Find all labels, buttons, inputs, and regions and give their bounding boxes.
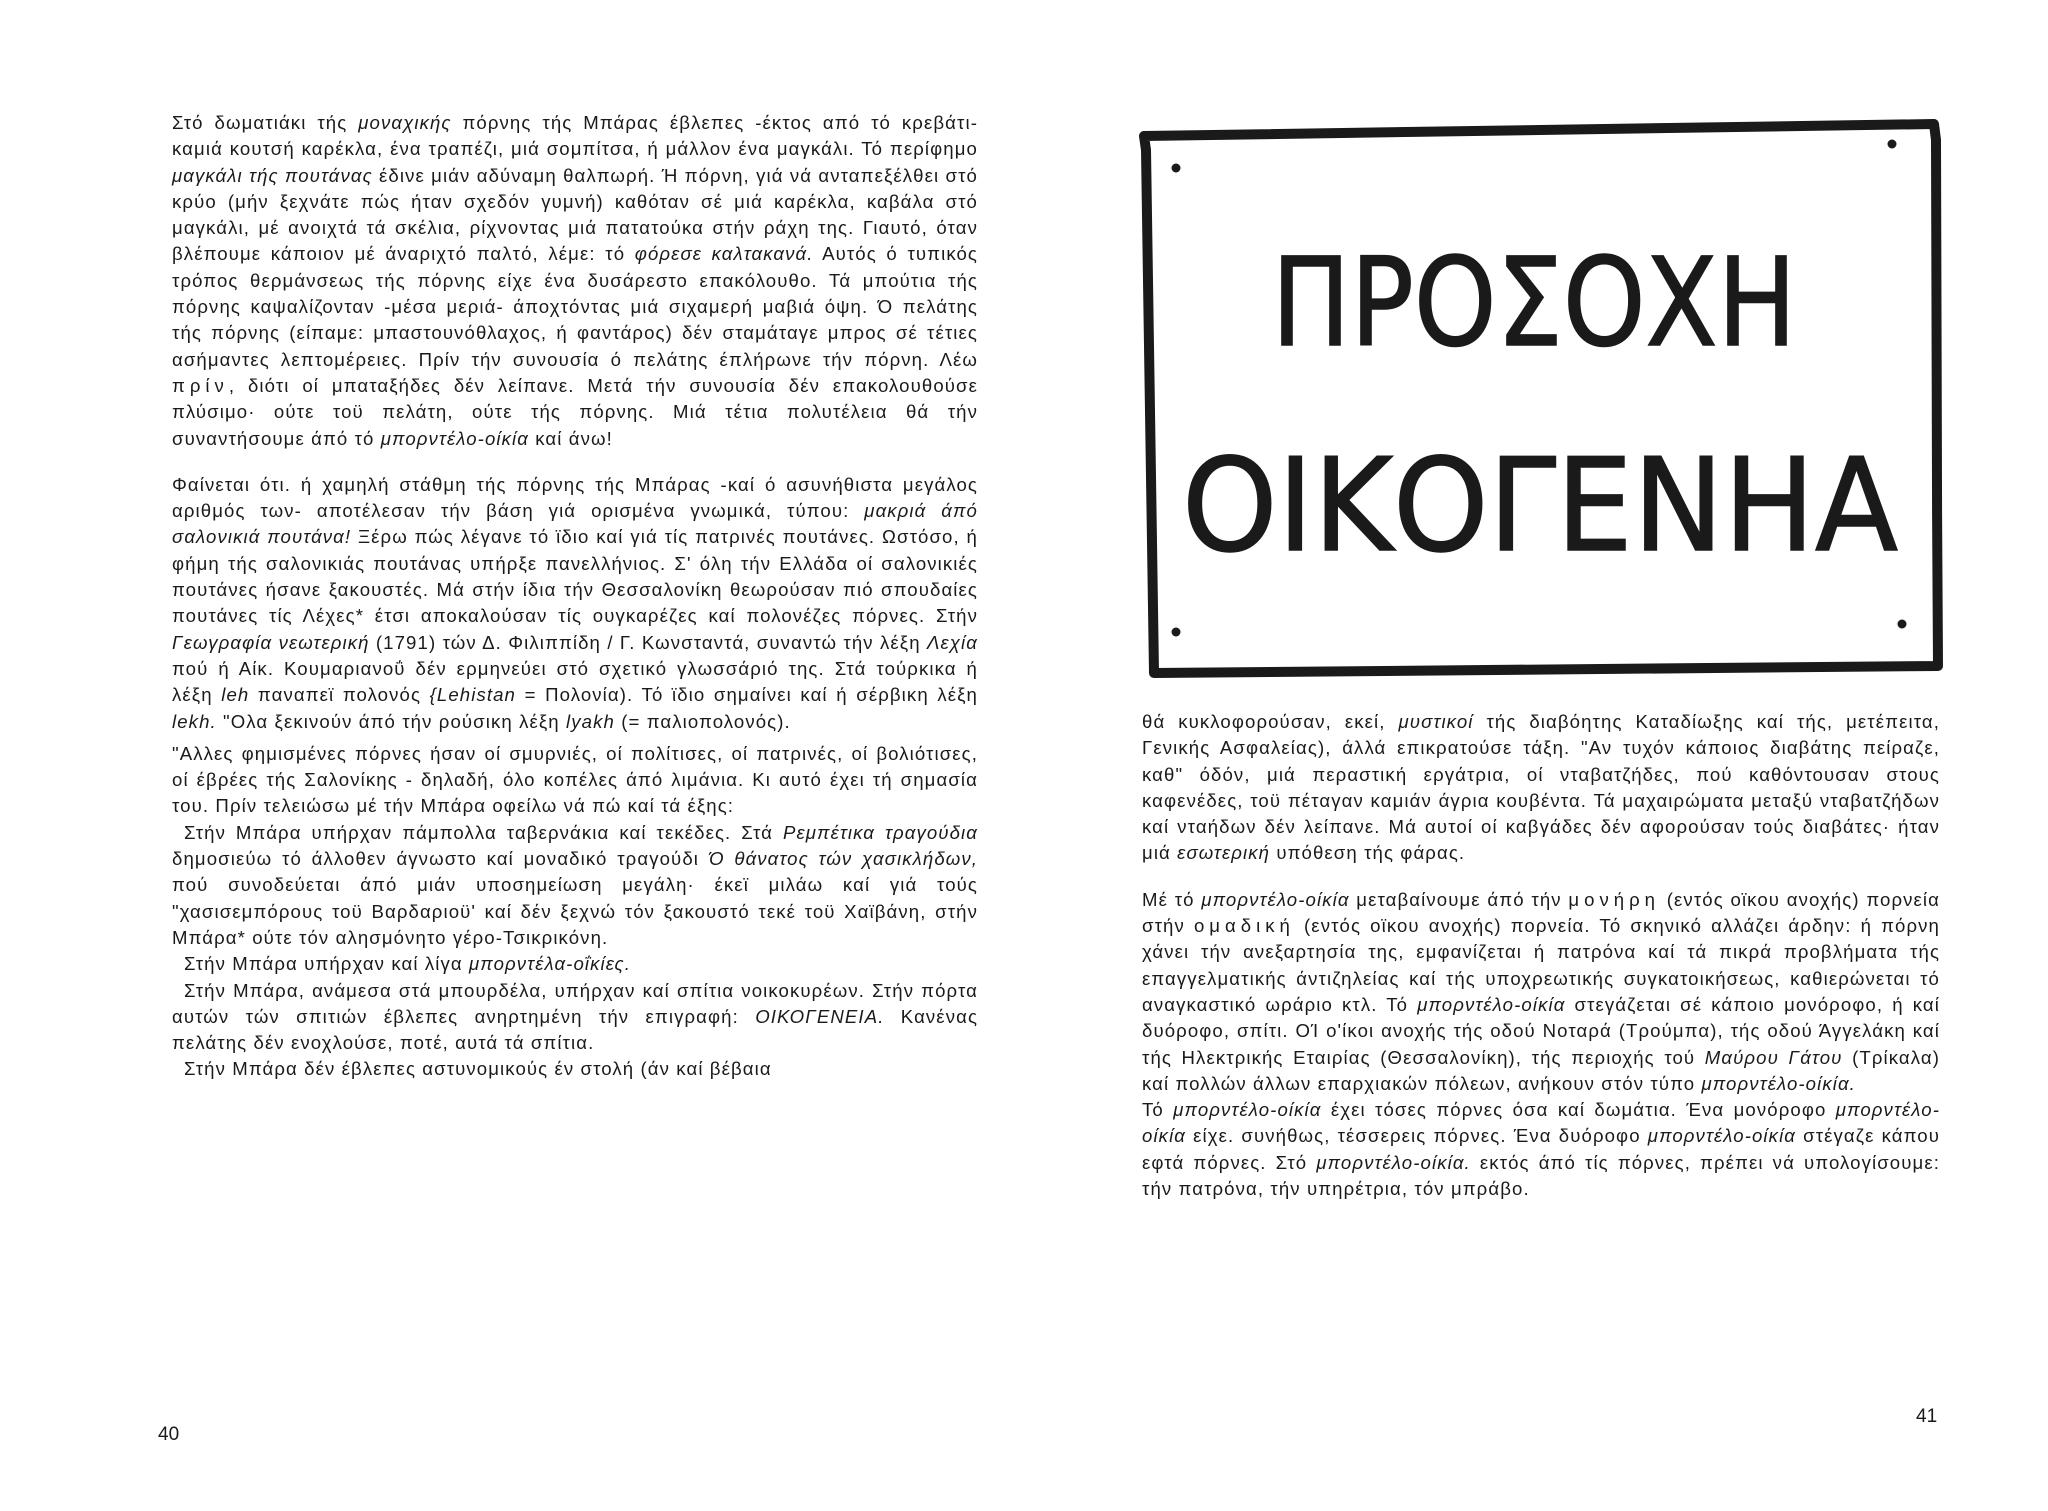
paragraph: Φαίνεται ότι. ή χαμηλή στάθμη τής πόρνης τής Μπάρας -καί ό ασυνήθιστα μεγάλος αριθμός των- αποτέλεσαν τήν βάση γιά ορισμένα γνωμικά, τύπου: μακριά άπό σαλονικιά πουτάνα! Ξέρω πώς λέγανε τό ϊδιο καί γιά τίς πατρινές πουτάνες. Ωστόσο, ή φήμη τής σαλονικιάς πουτάνας υπήρξε πανελλήνιος. Σ' όλη τήν Ελλάδα οί σαλονικιές πουτάνες ήσανε ξακουστές. Μά στήν ίδια τήν Θεσσαλονίκη θεωρούσαν πιό σπουδαίες πουτάνες τίς Λέχες* έτσι αποκαλούσαν τίς ουγκαρέζες καί πολονέζες πόρνες. Στήν Γεωγραφία νεωτερική (1791) τών Δ. Φιλιππίδη / Γ. Κωνσταντά, συναντώ τήν λέξη Λεχία πού ή Αίκ. Κουμαριανοΰ δέν ερμηνεύει στό σχετικό γλωσσάριό της. Στά τούρκικα ή λέξη leh παναπεϊ πολονός {Lehistan = Πολονία). Τό ϊδιο σημαίνει καί ή σέρβικη λέξη lekh. "Ολα ξεκινούν άπό τήν ρούσικη λέξη lyakh (= παλιοπολονός). [172, 473, 979, 732]
page-number: 41 [1916, 1406, 1938, 1427]
sign-line-2: ΟΙΚΟΓΕΝΗΑ [1182, 432, 1898, 581]
right-text-column [1142, 709, 1940, 1202]
family-sign-illustration [1124, 110, 1954, 685]
sign-frame [1144, 124, 1938, 673]
paragraph: Στήν Μπάρα δέν έβλεπες αστυνομικούς έν στολή (άν καί βέβαια [184, 1058, 772, 1080]
nail-dot [1888, 140, 1897, 149]
nail-dot [1172, 164, 1181, 173]
paragraph: θά κυκλοφορούσαν, εκεί, μυστικοί τής διαβόητης Καταδίωξης καί τής, μετέπειτα, Γενικής Ασφαλείας), άλλά επικρατούσε τάξη. "Αν τυχόν κάποιος διαβάτης πείραζε, καθ" όδόν, μιά περαστική εργάτρια, οί νταβατζήδες, πού καθόντουσαν στους καφενέδες, τοϋ πέταγαν καμιάν άγρια κουβέντα. Τά μαχαιρώματα μεταξύ νταβατζήδων καί νταήδων δέν λείπανε. Μά αυτοί οί καβγάδες δέν αφορούσαν τούς διαβάτες· ήταν μιά εσωτερική υπόθεση τής φάρας. [1142, 711, 1940, 864]
paragraph: "Αλλες φημισμένες πόρνες ήσαν οί σμυρνιές, οί πολίτισες, οί πατρινές, οί βολιότισες, οί έβρέες τής Σαλονίκης - δηλαδή, όλο κοπέλες άπό λιμάνια. Κι αυτό έχει τή σημασία του. Πρίν τελειώσω μέ τήν Μπάρα οφείλω νά πώ καί τά έξης: [172, 742, 978, 817]
left-text-column [172, 110, 978, 1083]
nail-dot [1898, 620, 1907, 629]
paragraph: Στό δωματιάκι τής μοναχικής πόρνης τής Μπάρας έβλεπες -έκτος από τό κρεβάτι- καμιά κουτσή καρέκλα, ένα τραπέζι, μιά σομπίτσα, ή μάλλον ένα μαγκάλι. Τό περίφημο μαγκάλι τής πουτάνας έδινε μιάν αδύναμη θαλπωρή. Ή πόρνη, γιά νά ανταπεξέλθει στό κρύο (μήν ξεχνάτε πώς ήταν σχεδόν γυμνή) καθόταν σέ μιά καρέκλα, καβάλα στό μαγκάλι, μέ ανοιχτά τά σκέλια, ρίχνοντας μιά πατατούκα στήν ράχη της. Γιαυτό, όταν βλέπουμε κάποιον μέ άναριχτό παλτό, λέμε: τό φόρεσε καλτακανά. Αυτός ό τυπικός τρόπος θερμάνσεως τής πόρνης είχε ένα δυσάρεστο επακόλουθο. Τά μπούτια τής πόρνης καψαλίζονταν -μέσα μεριά- άποχτόντας μιά σιχαμερή μαβιά όψη. Ό πελάτης τής πόρνης (είπαμε: μπαστουνόθλαχος, ή φαντάρος) δέν σταμάταγε μπρος σέ τέτιες ασήμαντες λεπτομέρειες. Πρίν τήν συνουσία ό πελάτης έπλήρωνε τήν πόρνη. Λέω πρίν, διότι οί μπαταξήδες δέν λείπανε. Μετά τήν συνουσία δέν επακολουθούσε πλύσιμο· ούτε τοϋ πελάτη, ούτε τής πόρνης. Μιά τέτια πολυτέλεια θά τήν συναντήσουμε άπό τό μπορντέλο-οίκία καί άνω! [172, 112, 978, 449]
paragraph: Στήν Μπάρα, ανάμεσα στά μπουρδέλα, υπήρχαν καί σπίτια νοικοκυρέων. Στήν πόρτα αυτών τών σπιτιών έβλεπες ανηρτημένη τήν επιγραφή: ΟΙΚΟΓΕΝΕΙΑ. Κανένας πελάτης δέν ενοχλούσε, ποτέ, αυτά τά σπίτια. [172, 979, 979, 1054]
page-number: 40 [158, 1424, 180, 1445]
paragraph: Μέ τό μπορντέλο-οίκία μεταβαίνουμε άπό τήν μονήρη (εντός οϊκου ανοχής) πορνεία στήν ομαδική (εντός οϊκου ανοχής) πορνεία. Τό σκηνικό αλλάζει άρδην: ή πόρνη χάνει τήν ανεξαρτησία της, εμφανίζεται ή πατρόνα καί τά πικρά προβλήματα τής επαγγελματικής άντιζηλείας καί τής υποχρεωτικής συγκατοικήσεως, καθιερώνεται τό αναγκαστικό ωράριο κτλ. Τό μπορντέλο-οίκία στεγάζεται σέ κάποιο μονόροφο, ή καί δυόροφο, σπίτι. ΟΊ ο'ίκοι ανοχής τής οδού Νοταρά (Τρούμπα), τής οδού Άγγελάκη καί τής Ηλεκτρικής Εταιρίας (Θεσσαλονίκη), τής περιοχής τού Μαύρου Γάτου (Τρίκαλα) καί πολλών άλλων επαρχιακών πόλεων, ανήκουν στόν τύπο μπορντέλο-οίκία. [1142, 888, 1941, 1094]
paragraph: Στήν Μπάρα υπήρχαν πάμπολλα ταβερνάκια καί τεκέδες. Στά Ρεμπέτικα τραγούδια δημοσιεύω τό άλλοθεν άγνωστο καί μοναδικό τραγούδι Ό θάνατος τών χασικλήδων, πού συνοδεύεται άπό μιάν υποσημείωση μεγάλη· έκεϊ μιλάω καί γιά τούς "χασισεμπόρους τοϋ Βαρδαριοϋ' καί δέν ξεχνώ τόν ξακουστό τεκέ τοϋ Χαϊβάνη, στήν Μπάρα* ούτε τόν αλησμόνητο γέρο-Τσικρικόνη. [172, 821, 978, 948]
right-page [1024, 0, 2048, 1511]
paragraph: Τό μπορντέλο-οίκία έχει τόσες πόρνες όσα καί δωμάτια. Ένα μονόροφο μπορντέλο-οίκία είχε. συνήθως, τέσσερεις πόρνες. Ένα δυόροφο μπορντέλο-οίκία στέγαζε κάπου εφτά πόρνες. Στό μπορντέλο-οίκία. εκτός άπό τίς πόρνες, πρέπει νά υπολογίσουμε: τήν πατρόνα, τήν υπηρέτρια, τόν μπράβο. [1142, 1099, 1940, 1200]
sign-line-1: ΠΡΟΣΟΧΗ [1271, 232, 1797, 374]
paragraph: Στήν Μπάρα υπήρχαν καί λίγα μπορντέλα-οΐκίες. [184, 953, 631, 975]
nail-dot [1172, 628, 1181, 637]
